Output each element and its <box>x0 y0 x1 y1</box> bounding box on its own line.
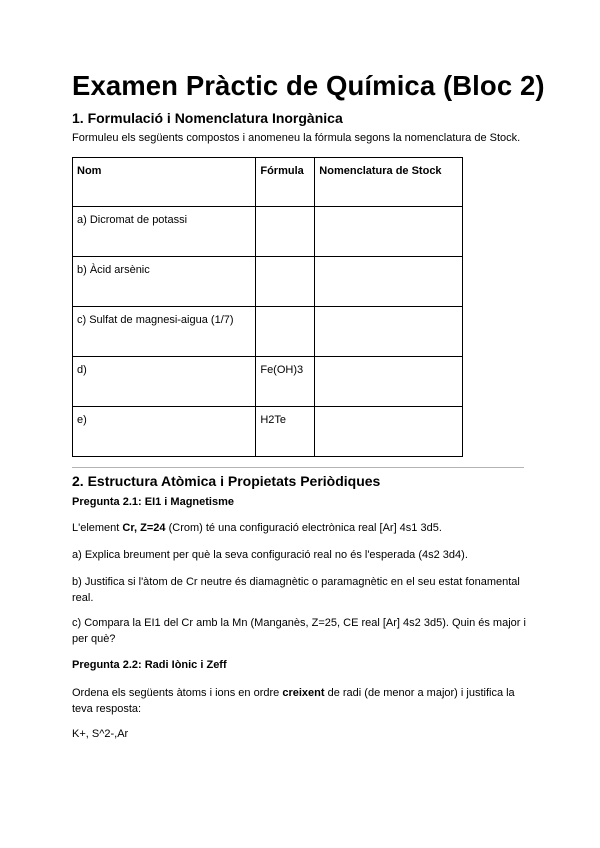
cell-formula[interactable] <box>256 257 315 307</box>
section-1-instructions: Formuleu els següents compostos i anomeneu la fórmula segons la nomenclatura de Stock. <box>72 132 521 144</box>
cell-nom[interactable]: e) <box>73 407 256 457</box>
cell-formula: H2Te <box>256 407 315 457</box>
cell-nom: c) Sulfat de magnesi-aigua (1/7) <box>73 307 256 357</box>
column-header-stock: Nomenclatura de Stock <box>315 158 463 207</box>
nomenclature-table <box>72 157 463 457</box>
question-2-2-title: Pregunta 2.2: Radi Iònic i Zeff <box>72 659 227 671</box>
cell-stock[interactable] <box>315 257 463 307</box>
table-row <box>73 207 463 257</box>
table-row <box>73 257 463 307</box>
order-keyword: creixent <box>282 687 325 699</box>
cell-nom: a) Dicromat de potassi <box>73 207 256 257</box>
cell-formula: Fe(OH)3 <box>256 357 315 407</box>
question-2-1-c: c) Compara la EI1 del Cr amb la Mn (Manganès, Z=25, CE real [Ar] 4s2 3d5). Quin és major i per què? <box>72 617 526 645</box>
intro-text: L'element <box>72 522 123 534</box>
question-2-1-intro <box>72 520 528 536</box>
question-2-1-title: Pregunta 2.1: EI1 i Magnetisme <box>72 496 234 508</box>
section-2-heading: 2. Estructura Atòmica i Propietats Periòdiques <box>72 473 381 489</box>
cell-nom: b) Àcid arsènic <box>73 257 256 307</box>
intro-text-tail: (Crom) té una configuració electrònica real [Ar] 4s1 3d5. <box>165 522 442 534</box>
q22-text-tail: de radi (de menor a major) i justifica la teva resposta: <box>72 687 515 715</box>
cell-stock[interactable] <box>315 357 463 407</box>
element-highlight: Cr, Z=24 <box>122 522 166 534</box>
page-title: Examen Pràctic de Química (Bloc 2) <box>72 70 545 101</box>
cell-stock[interactable] <box>315 207 463 257</box>
section-divider <box>72 467 524 468</box>
section-1-heading: 1. Formulació i Nomenclatura Inorgànica <box>72 110 343 126</box>
table-header-row <box>73 158 463 207</box>
question-2-1-b: b) Justifica si l'àtom de Cr neutre és diamagnètic o paramagnètic en el seu estat fonamental real. <box>72 576 520 604</box>
question-2-1-a: a) Explica breument per què la seva configuració real no és l'esperada (4s2 3d4). <box>72 549 468 561</box>
q22-text: Ordena els següents àtoms i ions en ordre <box>72 687 283 699</box>
cell-formula[interactable] <box>256 307 315 357</box>
cell-formula[interactable] <box>256 207 315 257</box>
column-header-nom: Nom <box>73 158 256 207</box>
question-2-2-text <box>72 685 528 717</box>
species-list: K+, S^2-,Ar <box>72 728 129 740</box>
cell-nom[interactable]: d) <box>73 357 256 407</box>
cell-stock[interactable] <box>315 307 463 357</box>
table-row <box>73 407 463 457</box>
column-header-formula: Fórmula <box>256 158 315 207</box>
table-row <box>73 357 463 407</box>
cell-stock[interactable] <box>315 407 463 457</box>
table-row <box>73 307 463 357</box>
